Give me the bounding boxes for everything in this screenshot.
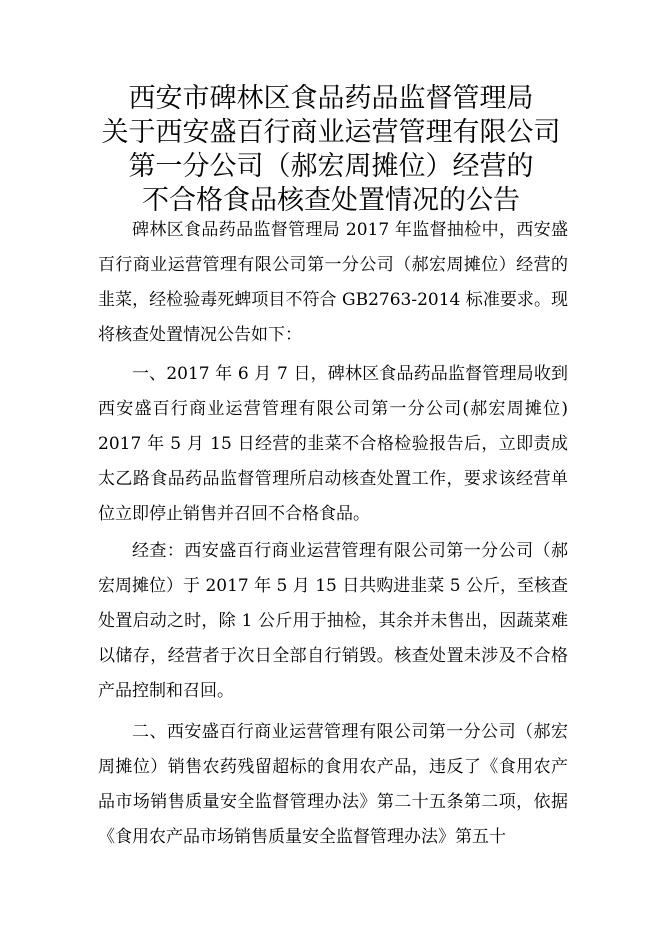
paragraph-intro: 碑林区食品药品监督管理局 2017 年监督抽检中，西安盛百行商业运营管理有限公司第一分公司（郝宏周摊位）经营的韭菜，经检验毒死蜱项目不符合 GB2763-2014 标准要求。现将核查处置情况公告如下： bbox=[98, 220, 568, 345]
title-line-3: 第一分公司（郝宏周摊位）经营的 bbox=[128, 151, 534, 182]
paragraph-item-2: 二、西安盛百行商业运营管理有限公司第一分公司（郝宏周摊位）销售农药残留超标的食用农产品，违反了《食用农产品市场销售质量安全监督管理办法》第二十五条第二项，依据《食用农产品市场销售质量安全监督管理办法》第五十 bbox=[98, 722, 568, 847]
document-body bbox=[98, 213, 568, 855]
paragraph-item-1: 一、2017 年 6 月 7 日，碑林区食品药品监督管理局收到西安盛百行商业运营管理有限公司第一分公司(郝宏周摊位) 2017 年 5 月 15 日经营的韭菜不合格检验报告后，立即责成太乙路食品药品监督管理所启动核查处置工作，要求该经营单位立即停止销售并召回不合格食品。 bbox=[98, 364, 568, 524]
title-line-2: 关于西安盛百行商业运营管理有限公司 bbox=[101, 117, 561, 148]
title-line-1: 西安市碑林区食品药品监督管理局 bbox=[128, 83, 534, 114]
paragraph-investigation: 经查：西安盛百行商业运营管理有限公司第一分公司（郝宏周摊位）于 2017 年 5 月 15 日共购进韭菜 5 公斤，至核查处置启动之时，除 1 公斤用于抽检，其余并未售出，因蔬菜难以储存，经营者于次日全部自行销毁。核查处置未涉及不合格产品控制和召回。 bbox=[98, 541, 568, 701]
title-line-4: 不合格食品核查处置情况的公告 bbox=[142, 185, 520, 216]
